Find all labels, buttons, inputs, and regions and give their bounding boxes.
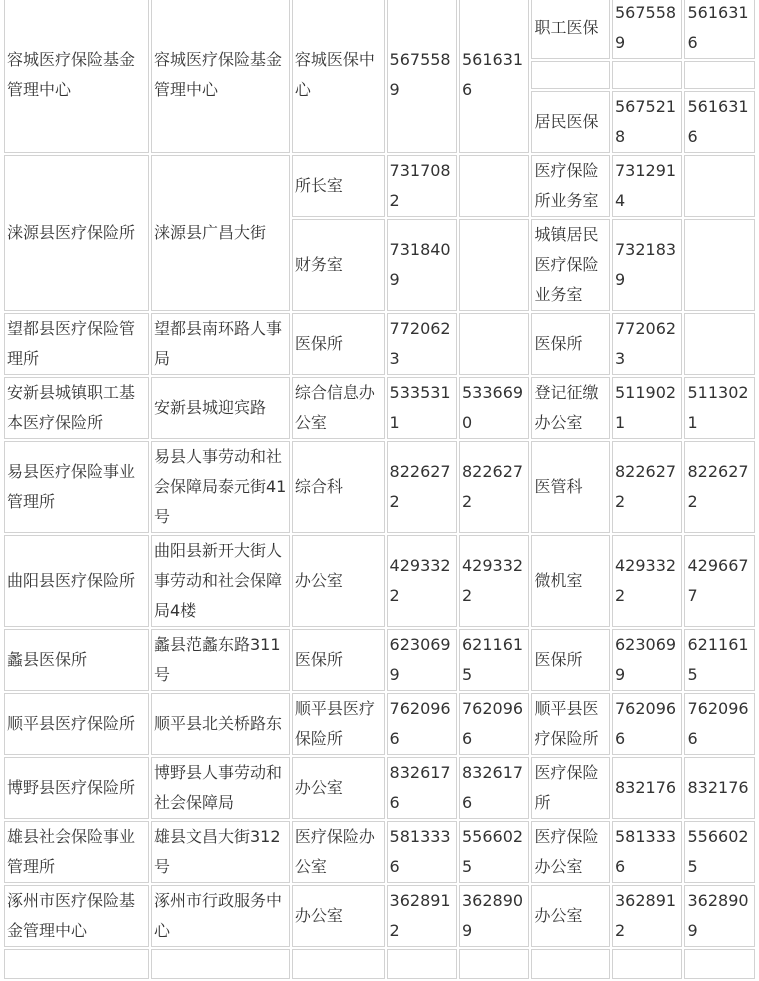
table-row [4,377,755,439]
fax [459,313,529,375]
dept-name: 办公室 [292,885,385,947]
fax: 5616316 [459,0,529,153]
fax2: 5566025 [684,821,755,883]
table-row [4,757,755,819]
phone: 7720623 [387,313,457,375]
dept2-name: 医疗保险办公室 [531,821,610,883]
table-row [4,535,755,627]
org-name: 望都县医疗保险管理所 [4,313,149,375]
dept2-name: 登记征缴办公室 [531,377,610,439]
phone: 8326176 [387,757,457,819]
fax: 8326176 [459,757,529,819]
org-name: 涞源县医疗保险所 [4,155,149,311]
fax2: 7620966 [684,693,755,755]
dept2-name: 医保所 [531,313,610,375]
phone2: 7720623 [612,313,682,375]
dept2-name: 医疗保险所 [531,757,610,819]
dept-name: 医保所 [292,313,385,375]
dept2-name: 办公室 [531,885,610,947]
table-row [4,629,755,691]
insurance-contact-table [2,0,757,981]
dept-name: 办公室 [292,757,385,819]
fax: 3628909 [459,885,529,947]
dept2-name: 职工医保 [531,0,610,59]
org-address: 安新县城迎宾路 [151,377,290,439]
fax: 7620966 [459,693,529,755]
fax2: 6211615 [684,629,755,691]
fax: 6211615 [459,629,529,691]
fax: 8226272 [459,441,529,533]
phone2: 7321839 [612,219,682,311]
org-address: 雄县文昌大街312号 [151,821,290,883]
fax: 5336690 [459,377,529,439]
phone2: 7620966 [612,693,682,755]
table-row [4,441,755,533]
fax2 [684,61,755,89]
dept-name: 医保所 [292,629,385,691]
dept-name: 综合信息办公室 [292,377,385,439]
phone: 4293322 [387,535,457,627]
org-name: 雄县社会保险事业管理所 [4,821,149,883]
fax2: 5616316 [684,91,755,153]
dept-name: 容城医保中心 [292,0,385,153]
org-name: 容城医疗保险基金管理中心 [4,0,149,153]
phone2 [612,61,682,89]
fax2 [684,219,755,311]
org-name: 涿州市医疗保险基金管理中心 [4,885,149,947]
dept-name: 综合科 [292,441,385,533]
phone2: 5119021 [612,377,682,439]
org-name: 蠡县医保所 [4,629,149,691]
phone: 5813336 [387,821,457,883]
phone2: 6230699 [612,629,682,691]
phone: 7620966 [387,693,457,755]
org-address: 顺平县北关桥路东 [151,693,290,755]
org-address: 望都县南环路人事局 [151,313,290,375]
phone2: 7312914 [612,155,682,217]
dept-name: 医疗保险办公室 [292,821,385,883]
table-row [4,949,755,979]
fax: 5566025 [459,821,529,883]
phone: 5675589 [387,0,457,153]
phone2: 5675589 [612,0,682,59]
dept-name: 财务室 [292,219,385,311]
org-name: 顺平县医疗保险所 [4,693,149,755]
org-address: 涿州市行政服务中心 [151,885,290,947]
phone2: 832176 [612,757,682,819]
fax2: 832176 [684,757,755,819]
table-row [4,885,755,947]
org-address: 博野县人事劳动和社会保障局 [151,757,290,819]
fax2: 3628909 [684,885,755,947]
org-address: 容城医疗保险基金管理中心 [151,0,290,153]
table-row [4,0,755,59]
dept-name: 顺平县医疗保险所 [292,693,385,755]
dept-name: 所长室 [292,155,385,217]
org-name: 曲阳县医疗保险所 [4,535,149,627]
dept2-name: 医疗保险所业务室 [531,155,610,217]
phone: 8226272 [387,441,457,533]
table-row [4,821,755,883]
fax2: 4296677 [684,535,755,627]
dept2-name: 医管科 [531,441,610,533]
fax2: 5616316 [684,0,755,59]
fax2: 8226272 [684,441,755,533]
dept2-name: 居民医保 [531,91,610,153]
dept2-name: 医保所 [531,629,610,691]
phone2: 3628912 [612,885,682,947]
org-name: 易县医疗保险事业管理所 [4,441,149,533]
phone2: 5813336 [612,821,682,883]
fax [459,155,529,217]
table-row [4,693,755,755]
dept2-name: 微机室 [531,535,610,627]
phone2: 4293322 [612,535,682,627]
phone2: 5675218 [612,91,682,153]
org-address: 曲阳县新开大街人事劳动和社会保障局4楼 [151,535,290,627]
org-name: 博野县医疗保险所 [4,757,149,819]
org-address: 易县人事劳动和社会保障局泰元街41号 [151,441,290,533]
table-row [4,155,755,217]
table-row [4,313,755,375]
dept-name: 办公室 [292,535,385,627]
org-name: 安新县城镇职工基本医疗保险所 [4,377,149,439]
phone: 7317082 [387,155,457,217]
phone: 6230699 [387,629,457,691]
phone: 3628912 [387,885,457,947]
dept2-name: 城镇居民医疗保险业务室 [531,219,610,311]
dept2-name: 顺平县医疗保险所 [531,693,610,755]
fax: 4293322 [459,535,529,627]
fax2 [684,313,755,375]
fax2 [684,155,755,217]
phone: 5335311 [387,377,457,439]
phone2: 8226272 [612,441,682,533]
org-address: 蠡县范蠡东路311号 [151,629,290,691]
fax2: 5113021 [684,377,755,439]
org-address: 涞源县广昌大街 [151,155,290,311]
phone: 7318409 [387,219,457,311]
fax [459,219,529,311]
dept2-name [531,61,610,89]
